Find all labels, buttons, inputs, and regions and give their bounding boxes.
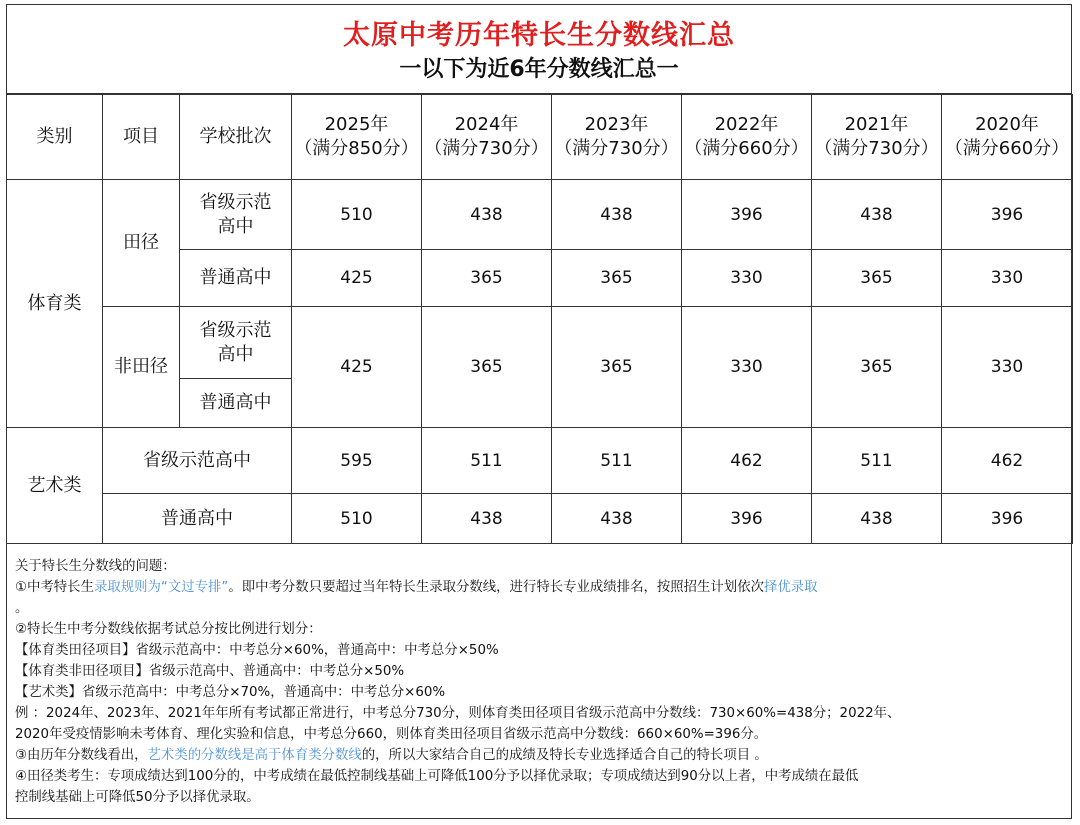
batch-cell: 省级示范高中 (103, 428, 292, 494)
category-cell: 艺术类 (7, 428, 103, 544)
score-cell: 511 (552, 428, 682, 494)
score-cell: 511 (812, 428, 942, 494)
score-cell: 462 (682, 428, 812, 494)
batch-cell: 普通高中 (180, 250, 292, 307)
year-label: 2022年 (714, 114, 779, 135)
note-line: 【体育类田径项目】省级示范高中：中考总分×60%，普通高中：中考总分×50% (15, 643, 499, 658)
full-score-label: （满分730分） (424, 138, 549, 159)
batch-cell: 省级示范 高中 (180, 307, 292, 379)
score-cell: 365 (552, 250, 682, 307)
full-score-label: （满分660分） (944, 138, 1070, 159)
page-subtitle: 一以下为近6年分数线汇总一 (399, 57, 679, 82)
full-score-label: （满分730分） (814, 138, 939, 159)
score-cell: 365 (422, 250, 552, 307)
score-cell: 438 (812, 180, 942, 250)
score-cell: 438 (552, 494, 682, 544)
score-cell: 438 (552, 180, 682, 250)
note-line: ③由历年分数线看出，艺术类的分数线是高于体育类分数线的，所以大家结合自己的成绩及特长专业选择适合自己的特长项目 。 (15, 748, 768, 763)
score-cell: 365 (552, 307, 682, 428)
score-table (6, 94, 1073, 544)
note-line: ①中考特长生录取规则为“文过专排”。即中考分数只要超过当年特长生录取分数线，进行特长专业成绩排名，按照招生计划依次择优录取 (15, 580, 818, 595)
full-score-label: （满分850分） (294, 138, 419, 159)
note-line: 。 (15, 601, 29, 616)
note-line: ④田径类考生：专项成绩达到100分的，中考成绩在最低控制线基础上可降低100分予以择优录取；专项成绩达到90分以上者，中考成绩在最低 (15, 769, 859, 784)
title-block (7, 5, 1071, 94)
header-year (942, 95, 1073, 180)
highlight-text: 录取规则为“文过专排” (93, 580, 229, 595)
header-year (422, 95, 552, 180)
header-year (292, 95, 422, 180)
note-line: 2020年受疫情影响未考体育、理化实验和信息，中考总分660，则体育类田径项目省级示范高中分数线：660×60%=396分。 (15, 727, 768, 742)
score-cell: 365 (812, 307, 942, 428)
score-cell: 510 (292, 180, 422, 250)
highlight-text: 艺术类的分数线是高于体育类分数线 (147, 748, 362, 763)
header-batch: 学校批次 (180, 95, 292, 180)
highlight-text: 择优录取 (763, 580, 818, 595)
notes-heading: 关于特长生分数线的问题： (15, 559, 176, 574)
table-row (7, 180, 1073, 250)
header-item: 项目 (103, 95, 180, 180)
score-cell: 510 (292, 494, 422, 544)
batch-cell: 普通高中 (103, 494, 292, 544)
notes-section (7, 544, 1071, 808)
score-cell: 425 (292, 250, 422, 307)
year-label: 2025年 (324, 114, 389, 135)
score-cell: 330 (682, 250, 812, 307)
score-cell: 425 (292, 307, 422, 428)
score-cell: 511 (422, 428, 552, 494)
score-cell: 595 (292, 428, 422, 494)
header-year (812, 95, 942, 180)
score-cell: 462 (942, 428, 1073, 494)
score-cell: 365 (812, 250, 942, 307)
score-cell: 396 (682, 180, 812, 250)
note-line: 【艺术类】省级示范高中：中考总分×70%，普通高中：中考总分×60% (15, 685, 446, 700)
year-label: 2023年 (584, 114, 649, 135)
item-cell: 田径 (103, 180, 180, 307)
page-title: 太原中考历年特长生分数线汇总 (343, 20, 735, 51)
note-line: 例 ：2024年、2023年、2021年年所有考试都正常进行，中考总分730分，则体育类田径项目省级示范高中分数线：730×60%=438分；2022年、 (15, 706, 901, 721)
batch-cell: 普通高中 (180, 379, 292, 428)
score-cell: 365 (422, 307, 552, 428)
year-label: 2020年 (975, 114, 1039, 135)
header-category: 类别 (7, 95, 103, 180)
item-cell: 非田径 (103, 307, 180, 428)
table-row (7, 494, 1073, 544)
score-sheet (6, 4, 1072, 819)
full-score-label: （满分660分） (684, 138, 809, 159)
category-cell: 体育类 (7, 180, 103, 428)
header-year (682, 95, 812, 180)
score-cell: 330 (942, 307, 1073, 428)
score-cell: 438 (422, 180, 552, 250)
year-label: 2021年 (844, 114, 909, 135)
note-line: ②特长生中考分数线依据考试总分按比例进行划分： (15, 622, 322, 637)
batch-cell: 省级示范 高中 (180, 180, 292, 250)
score-cell: 438 (812, 494, 942, 544)
note-line: 控制线基础上可降低50分予以择优录取。 (15, 790, 260, 805)
full-score-label: （满分730分） (554, 138, 679, 159)
header-year (552, 95, 682, 180)
score-cell: 396 (942, 494, 1073, 544)
note-line: 【体育类非田径项目】省级示范高中、普通高中：中考总分×50% (15, 664, 405, 679)
score-cell: 438 (422, 494, 552, 544)
year-label: 2024年 (454, 114, 519, 135)
table-row (7, 307, 1073, 379)
score-cell: 330 (942, 250, 1073, 307)
score-cell: 396 (682, 494, 812, 544)
header-row (7, 95, 1073, 180)
score-cell: 330 (682, 307, 812, 428)
table-row (7, 428, 1073, 494)
score-cell: 396 (942, 180, 1073, 250)
